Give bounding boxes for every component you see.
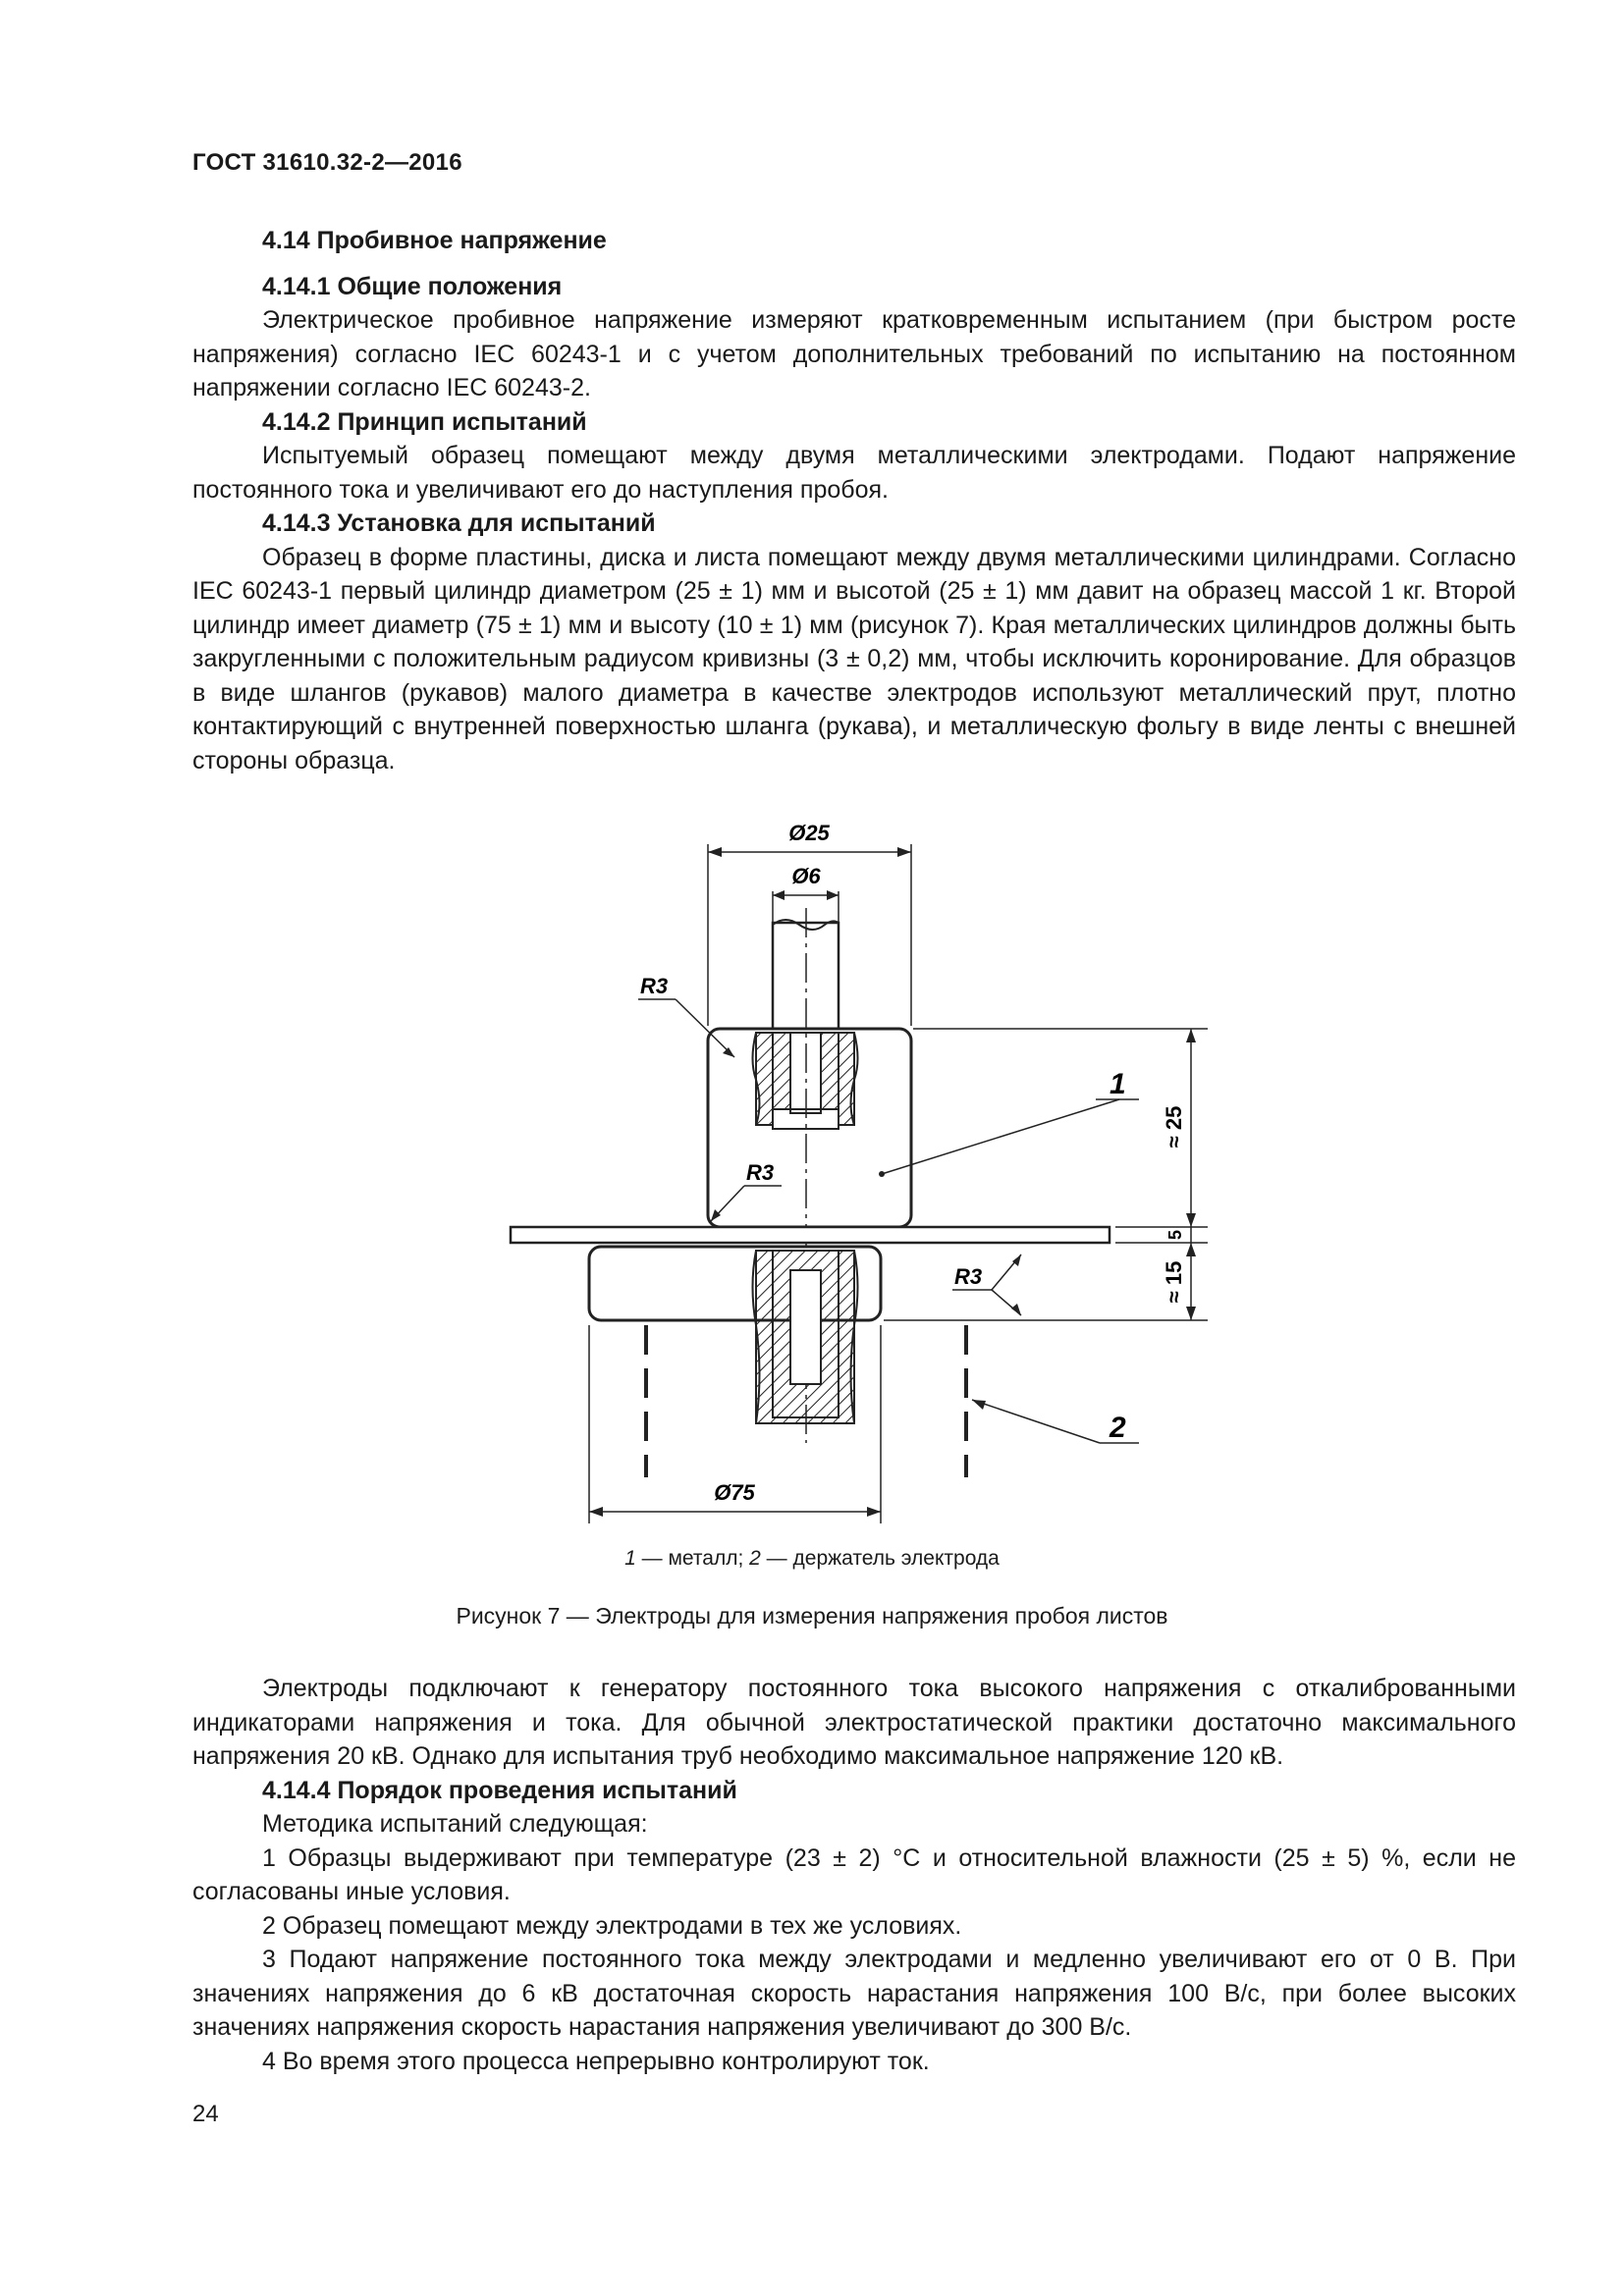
figure-caption: Рисунок 7 — Электроды для измерения напряжения пробоя листов xyxy=(456,1603,1168,1629)
text-block-bottom xyxy=(192,1672,1516,2078)
paragraph-electrodes-connection: Электроды подключают к генератору постоянного тока высокого напряжения с откалиброванными индикаторами напряжения и тока. Для обычной электростатической практики достаточно максимального напряжения 20 кВ. Однако для испытания труб необходимо максимальное напряжение 120 кВ. xyxy=(192,1675,1516,1770)
legend-number-2: 2 xyxy=(749,1547,761,1570)
lower-thread-bore xyxy=(790,1270,821,1384)
radius-label-middle: R3 xyxy=(746,1160,775,1185)
callout-number-2: 2 xyxy=(1110,1412,1126,1444)
dim-height-15: ≈ 15 xyxy=(1162,1260,1186,1304)
callout-leader-1 xyxy=(882,1099,1119,1174)
subsection-heading-4-14-1: 4.14.1 Общие положения xyxy=(262,272,563,300)
electrode-drawing xyxy=(491,815,1237,1541)
list-item-step-1: 1 Образцы выдерживают при температуре (23 ± 2) °С и относительной влажности (25 ± 5) %, если не согласованы иные условия. xyxy=(192,1843,1516,1905)
dim-d6: Ø6 xyxy=(791,864,821,888)
callout-leader-2 xyxy=(972,1400,1100,1443)
list-item-step-3: 3 Подают напряжение постоянного тока между электродами и медленно увеличивают его от 0 В. При значениях напряжения до 6 кВ достаточная скорость нарастания напряжения 100 В/с, при более высоких значениях напряжения скорость нарастания напряжения увеличивают до 300 В/с. xyxy=(192,1946,1516,2041)
paragraph-method-intro: Методика испытаний следующая: xyxy=(262,1810,648,1838)
legend-text-2: — держатель электрода xyxy=(760,1547,1000,1570)
subsection-heading-4-14-4: 4.14.4 Порядок проведения испытаний xyxy=(262,1776,737,1804)
legend-text-1: — металл; xyxy=(635,1547,750,1570)
dim-height-25: ≈ 25 xyxy=(1162,1105,1186,1148)
subsection-heading-4-14-2: 4.14.2 Принцип испытаний xyxy=(262,407,587,436)
text-block-top xyxy=(192,224,1516,777)
dim-d25: Ø25 xyxy=(788,821,830,845)
dim-d75: Ø75 xyxy=(714,1480,755,1505)
legend-number-1: 1 xyxy=(624,1547,636,1570)
page-number: 24 xyxy=(192,2101,219,2127)
paragraph-general: Электрическое пробивное напряжение измеряют кратковременным испытанием (при быстром росте напряжения) согласно IEC 60243-1 и с учетом дополнительных требований по испытанию на постоянном напряжении согласно IEC 60243-2. xyxy=(192,306,1516,401)
dim-height-5: 5 xyxy=(1165,1229,1185,1241)
subsection-heading-4-14-3: 4.14.3 Установка для испытаний xyxy=(262,509,656,537)
paragraph-principle: Испытуемый образец помещают между двумя металлическими электродами. Подают напряжение постоянного тока и увеличивают его до наступления пробоя. xyxy=(192,442,1516,504)
radius-label-lower: R3 xyxy=(954,1264,983,1289)
callout-number-1: 1 xyxy=(1110,1068,1126,1100)
section-heading-4-14: 4.14 Пробивное напряжение xyxy=(262,227,607,254)
specimen-sheet xyxy=(511,1227,1110,1243)
document-code-header: ГОСТ 31610.32-2—2016 xyxy=(192,149,462,176)
paragraph-setup: Образец в форме пластины, диска и листа помещают между двумя металлическими цилиндрами. Согласно IEC 60243-1 первый цилиндр диаметром (25 ± 1) мм и высотой (25 ± 1) мм давит на образец массой 1 кг. Второй цилиндр имеет диаметр (75 ± 1) мм и высоту (10 ± 1) мм (рисунок 7). Края металлических цилиндров должны быть закругленными с положительным радиусом кривизны (3 ± 0,2) мм, чтобы исключить коронирование. Для образцов в виде шлангов (рукавов) малого диаметра в качестве электродов используют металлический прут, плотно контактирующий с внутренней поверхностью шланга (рукава), и металлическую фольгу в виде ленты с внешней стороны образца. xyxy=(192,543,1516,774)
list-item-step-4: 4 Во время этого процесса непрерывно контролируют ток. xyxy=(262,2047,930,2075)
figure-legend xyxy=(0,1547,1624,1571)
figure-7-electrodes xyxy=(491,815,1237,1541)
radius-label-top: R3 xyxy=(640,974,669,998)
list-item-step-2: 2 Образец помещают между электродами в тех же условиях. xyxy=(262,1911,962,1940)
